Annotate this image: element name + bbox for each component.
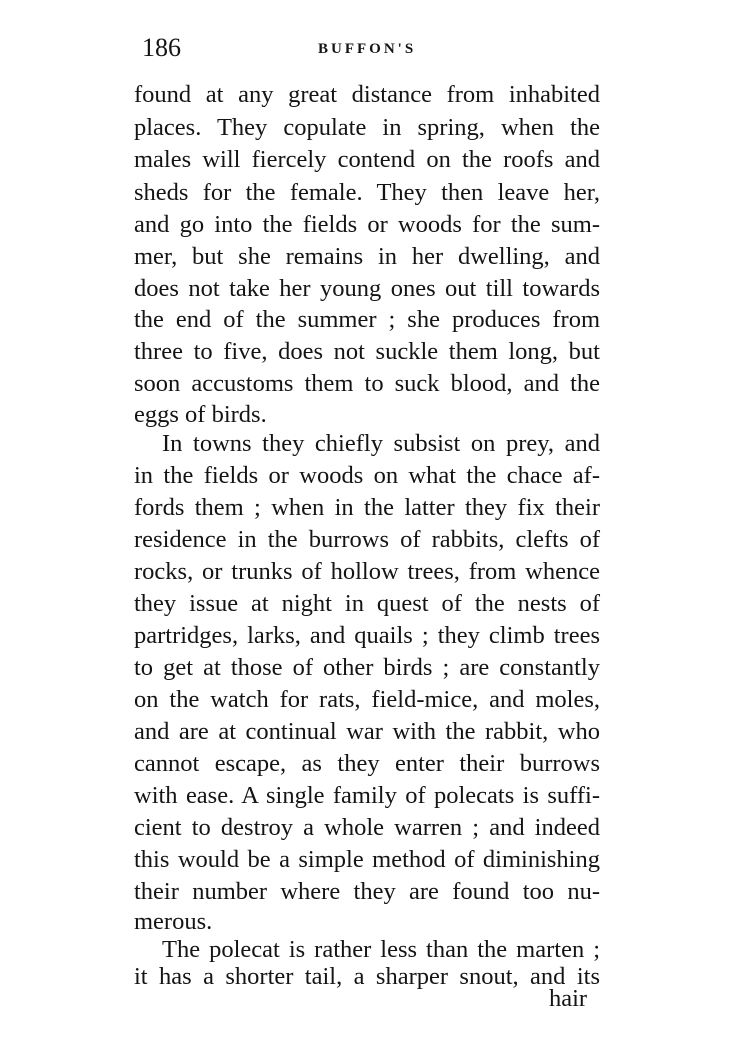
text-line: on the watch for rats, field-mice, and moles,: [134, 686, 600, 713]
text-line: mer, but she remains in her dwelling, and: [134, 243, 600, 270]
text-line: eggs of birds.: [134, 401, 267, 428]
running-head: BUFFON'S: [318, 41, 417, 57]
text-line: males will fiercely contend on the roofs and: [134, 146, 600, 173]
text-line: The polecat is rather less than the marten ;: [162, 936, 600, 963]
text-line: with ease. A single family of polecats is suffi-: [134, 782, 600, 809]
text-line: they issue at night in quest of the nests of: [134, 590, 600, 617]
text-line: places. They copulate in spring, when the: [134, 114, 600, 141]
text-line: soon accustoms them to suck blood, and the: [134, 370, 600, 397]
text-line: fords them ; when in the latter they fix their: [134, 494, 600, 521]
text-line: their number where they are found too nu-: [134, 878, 600, 905]
text-line: cannot escape, as they enter their burrows: [134, 750, 600, 777]
text-line: partridges, larks, and quails ; they climb trees: [134, 622, 600, 649]
text-line: to get at those of other birds ; are constantly: [134, 654, 600, 681]
text-line: the end of the summer ; she produces from: [134, 306, 600, 333]
text-line: does not take her young ones out till towards: [134, 275, 600, 302]
text-line: residence in the burrows of rabbits, clefts of: [134, 526, 600, 553]
text-line: this would be a simple method of diminishing: [134, 846, 600, 873]
text-line: in the fields or woods on what the chace af-: [134, 462, 600, 489]
text-line: rocks, or trunks of hollow trees, from whence: [134, 558, 600, 585]
text-line: and go into the fields or woods for the sum-: [134, 211, 600, 238]
catchword: hair: [549, 985, 588, 1012]
text-line: In towns they chiefly subsist on prey, and: [162, 430, 600, 457]
text-line: merous.: [134, 908, 213, 935]
page-number: 186: [142, 33, 181, 62]
page-header: [142, 30, 602, 66]
text-line: three to five, does not suckle them long, but: [134, 338, 600, 365]
text-line: found at any great distance from inhabited: [134, 81, 600, 108]
text-line: and are at continual war with the rabbit, who: [134, 718, 600, 745]
text-line: it has a shorter tail, a sharper snout, and its: [134, 963, 600, 990]
text-line: cient to destroy a whole warren ; and indeed: [134, 814, 600, 841]
text-line: sheds for the female. They then leave her,: [134, 179, 600, 206]
